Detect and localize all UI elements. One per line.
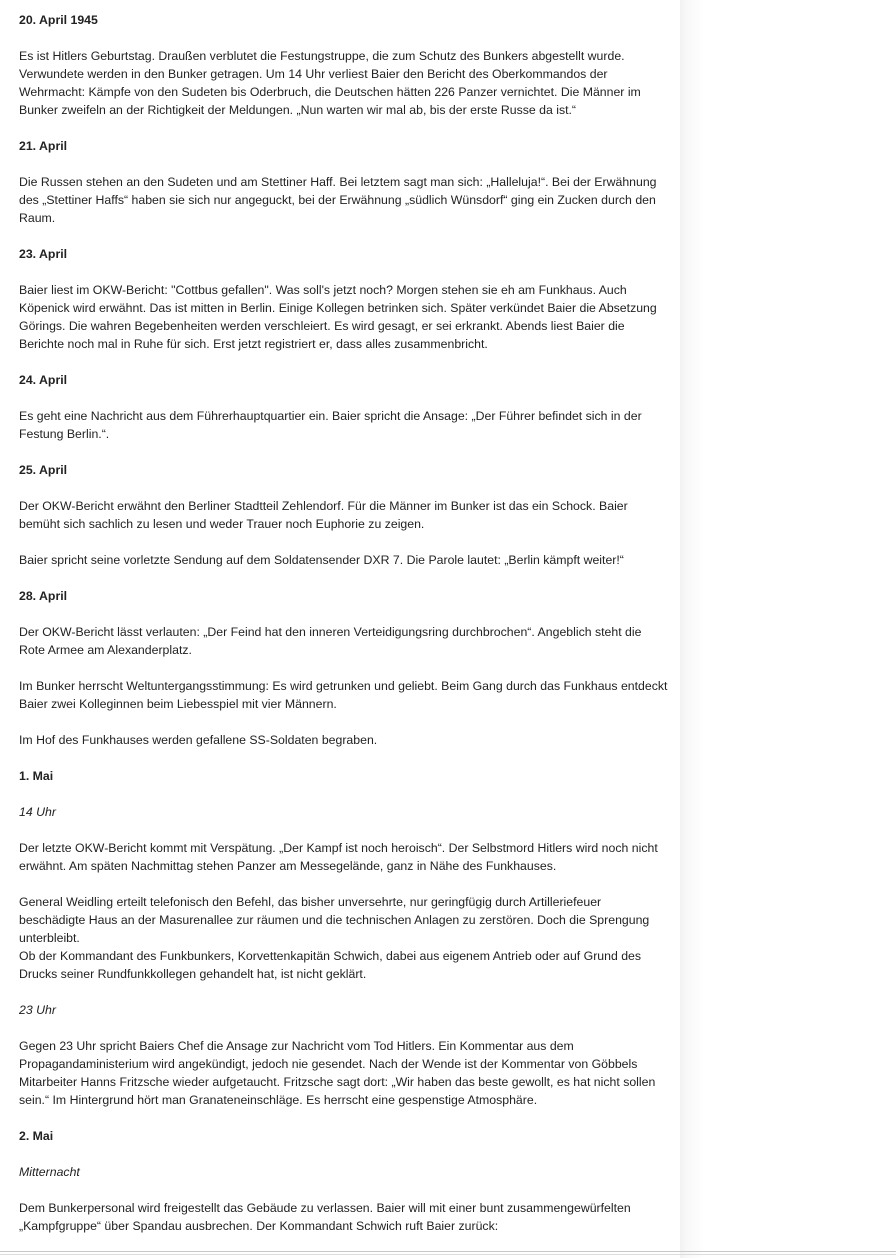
paragraph: Der OKW-Bericht lässt verlauten: „Der Feind hat den inneren Verteidigungsring durchbrochen“. Angeblich steht die Rote Armee am Alexanderplatz. — [19, 625, 642, 657]
paragraph: Im Bunker herrscht Weltuntergangsstimmung: Es wird getrunken und geliebt. Beim Gang durch das Funkhaus entdeckt Baier zwei Kolleginnen beim Liebesspiel mit vier Männern. — [19, 679, 668, 711]
paragraph: Der OKW-Bericht erwähnt den Berliner Stadtteil Zehlendorf. Für die Männer im Bunker ist das ein Schock. Baier bemüht sich sachlich zu lesen und weder Trauer noch Euphorie zu zeigen. — [19, 499, 628, 531]
paragraph: Dem Bunkerpersonal wird freigestellt das Gebäude zu verlassen. Baier will mit einer bunt zusammengewürfelten „Kampfgruppe“ über Spandau ausbrechen. Der Kommandant Schwich ruft Baier zurück: — [19, 1201, 631, 1233]
paragraph: Gegen 23 Uhr spricht Baiers Chef die Ansage zur Nachricht vom Tod Hitlers. Ein Kommentar aus dem Propagandaministerium wird angekündigt, jedoch nie gesendet. Nach der Wende ist der Kommentar von Göbbels Mitarbeiter Hanns Fritzsche wieder aufgetaucht. Fritzsche sagt dort: „Wir haben das beste gewollt, es hat nicht sollen sein.“ Im Hintergrund hört man Granateneinschläge. Es herrscht eine gespenstige Atmosphäre. — [19, 1039, 656, 1107]
paragraph-line: Ob der Kommandant des Funkbunkers, Korvettenkapitän Schwich, dabei aus eigenem Antrieb oder auf Grund des Drucks seiner Rundfunkkollegen gehandelt hat, ist nicht geklärt. — [19, 949, 642, 981]
paragraph: Die Russen stehen an den Sudeten und am Stettiner Haff. Bei letztem sagt man sich: „Halleluja!“. Bei der Erwähnung des „Stettiner Haffs“ haben sie sich nur angeguckt, bei der Erwähnung „südlich Wünsdorf“ ging ein Zucken durch den Raum. — [19, 175, 657, 225]
date-heading: 24. April — [19, 373, 68, 387]
date-heading: 23. April — [19, 247, 68, 261]
paragraph: Im Hof des Funkhauses werden gefallene SS-Soldaten begraben. — [19, 733, 378, 747]
paragraph: Der letzte OKW-Bericht kommt mit Verspätung. „Der Kampf ist noch heroisch“. Der Selbstmord Hitlers wird noch nicht erwähnt. Am späten Nachmittag stehen Panzer am Messegelände, ganz in Nähe des Funkhauses. — [19, 841, 658, 873]
time-subheading: Mitternacht — [19, 1165, 80, 1179]
bottom-divider — [0, 1251, 896, 1252]
paragraph: Es ist Hitlers Geburtstag. Draußen verblutet die Festungstruppe, die zum Schutz des Bunkers abgestellt wurde. Verwundete werden in den Bunker getragen. Um 14 Uhr verliest Baier den Bericht des Oberkommandos der Wehrmacht: Kämpfe von den Sudeten bis Oderbruch, die Deutschen hätten 226 Panzer vernichtet. Die Männer im Bunker zweifeln an der Richtigkeit der Meldungen. „Nun warten wir mal ab, bis der erste Russe da ist.“ — [19, 49, 641, 117]
page-side-shadow — [680, 0, 896, 1258]
date-heading: 2. Mai — [19, 1129, 54, 1143]
paragraph — [19, 893, 669, 983]
date-heading: 1. Mai — [19, 769, 54, 783]
article-body — [19, 11, 669, 1253]
paragraph: Es geht eine Nachricht aus dem Führerhauptquartier ein. Baier spricht die Ansage: „Der Führer befindet sich in der Festung Berlin.“. — [19, 409, 642, 441]
paragraph-line: General Weidling erteilt telefonisch den Befehl, das bisher unversehrte, nur geringfügig durch Artilleriefeuer beschädigte Haus an der Masurenallee zur räumen und die technischen Anlagen zu zerstören. Doch die Sprengung unterbleibt. — [19, 895, 650, 945]
date-heading: 21. April — [19, 139, 68, 153]
bottom-divider-secondary — [0, 1254, 896, 1255]
date-heading: 28. April — [19, 589, 68, 603]
paragraph: Baier spricht seine vorletzte Sendung auf dem Soldatensender DXR 7. Die Parole lautet: „Berlin kämpft weiter!“ — [19, 553, 624, 567]
paragraph: Baier liest im OKW-Bericht: "Cottbus gefallen". Was soll's jetzt noch? Morgen stehen sie eh am Funkhaus. Auch Köpenick wird erwähnt. Das ist mitten in Berlin. Einige Kollegen betrinken sich. Später verkündet Baier die Absetzung Görings. Die wahren Begebenheiten werden verschleiert. Es wird gesagt, er sei erkrankt. Abends liest Baier die Berichte noch mal in Ruhe für sich. Erst jetzt registriert er, dass alles zusammenbricht. — [19, 283, 657, 351]
time-subheading: 14 Uhr — [19, 805, 56, 819]
date-heading: 20. April 1945 — [19, 13, 98, 27]
time-subheading: 23 Uhr — [19, 1003, 56, 1017]
date-heading: 25. April — [19, 463, 68, 477]
